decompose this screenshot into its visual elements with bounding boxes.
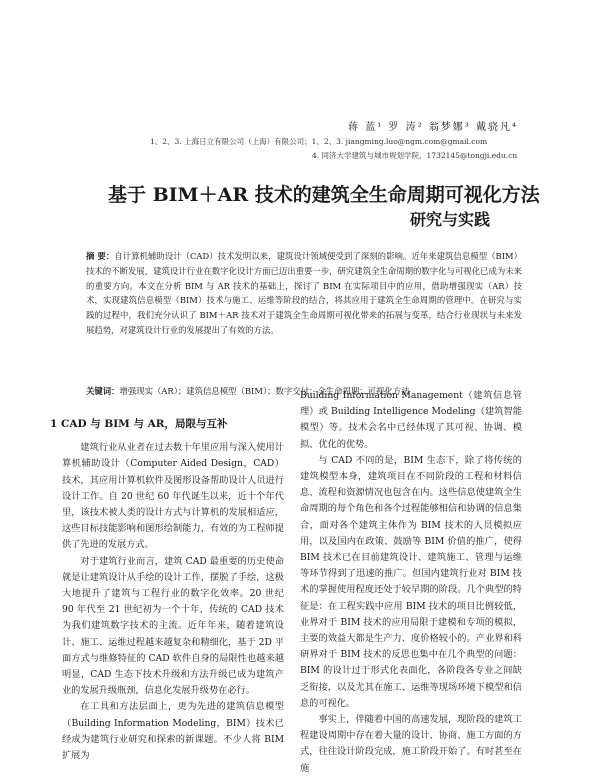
paper-title-line2: 研究与实践 [410,210,491,229]
affiliation-2: 4. 同济大学建筑与城市规划学院，1732145@tongji.edu.cn [312,151,518,160]
right-column [300,388,522,777]
affiliation-1: 1、2、3. 上海日立有限公司（上海）有限公司；1、2、3. jiangming.luo@ngm.com@gmail.com [150,137,488,146]
abstract [86,249,522,338]
keywords-text: 增强现实（AR）；建筑信息模型（BIM）；数字交付；全生命周期；可视化方法 [119,386,410,396]
paragraph: 事实上，伴随着中国的高速发展，现阶段的建筑工程建设周期中存在着大量的设计、协商、施工方面的方式，往往设计阶段完成，施工阶段开始了。有时甚至在施 [300,714,522,774]
abstract-text: 自计算机辅助设计（CAD）技术发明以来，建筑设计领域便受到了深刻的影响。近年来建筑信息模型（BIM）技术的不断发展，建筑设计行业在数字化设计方面已迈出重要一步，研究建筑全生命周期的数字化与可视化已成为未来的重要方向。本文在分析 BIM 与 AR 技术的基础上，探讨了 BIM 在实际项目中的应用，借助增强现实（AR）技术，实现建筑信息模型（BIM）技术与施工、运维等阶段的结合，将其应用于建筑全生命周期的管理中。在研究与实践的过程中，我们充分认识了 BIM＋AR 技术对于建筑全生命周期可视化带来的拓展与变革，结合行业现状与未来发展趋势，对建筑设计行业的发展提出了有效的方法。 [86,251,522,335]
abstract-label: 摘 要： [86,251,115,261]
author-list: 蒋 蓝¹ 罗 涛² 翁梦娜³ 戴骁凡⁴ [348,122,518,133]
left-column [50,402,284,764]
paper-title: 基于 BIM＋AR 技术的建筑全生命周期可视化方法 [108,184,540,206]
paragraph: 建筑行业从业者在过去数十年里应用与深入使用计算机辅助设计（Computer Aided Design，CAD）技术，其应用计算机软件及图形设备帮助设计人员进行设计工作。自 20 世纪 60 年代诞生以来，近十个年代里，该技术被人类的设计方式与计算机的发展相适应，这些目标技能影响和图形绘制能力，有效的为工程师提供了先进的发展方式。 [62,442,284,551]
paragraph: 与 CAD 不同的是，BIM 生态下，除了将传统的建筑模型本身，建筑项目在不同阶段的工程和材料信息、流程和资源情况也包含在内。这些信息使建筑全生命周期的每个角色和各个过程能够相信和协调的信息集合，面对各个建筑主体作为 BIM 技术的人员模拟应用，以及国内在政策、鼓励等 BIM 价值的推广，使得 BIM 技术已在目前建筑设计、建筑施工、管理与运维等环节得到了迅速的推广。但国内建筑行业对 BIM 技术的掌握使用程度还处于较早期的阶段。几个典型的特征是：在工程实践中应用 BIM 技术的项目比例较低，业界对于 BIM 技术的应用局限于建模和专项的模拟，主要的效益大都是生产力、度价格较小的。产业界和科研界对于 BIM 技术的反思也集中在几个典型的问题：BIM 的设计过于形式化表面化，各阶段各专业之间缺乏衔接，以及尤其在施工、运维等现场环境下模型和信息的可视化。 [300,454,522,709]
keywords-label: 关键词： [86,386,120,396]
section-heading: 1 CAD 与 BIM 与 AR，局限与互补 [50,418,228,430]
paragraph: Building Information Management（建筑信息管理）或 Building Intelligence Modeling（建筑智能模型）等。技术会名中已经体现了其可视、协调、模拟、优化的优势。 [300,390,522,450]
paragraph: 在工具和方法层面上，更为先进的建筑信息模型（Building Information Modeling，BIM）技术已经成为建筑行业研究和探索的新课题。不少人将 BIM 扩展为 [62,701,284,762]
paragraph: 对于建筑行业而言，建筑 CAD 最重要的历史使命就是让建筑设计从手绘的设计工作，摆脱了手绘，这极大地提升了建筑与工程行业的数字化效率。20 世纪 90 年代至 21 世纪初为一个十年，传统的 CAD 技术为我们建筑数字技术的主流。近年年来，随着建筑设计、施工、运维过程越来越复杂和精细化，基于 2D 平面方式与维修特征的 CAD 软件自身的局限性也越来越明显，CAD 生态下技术升级和方法升级已成为建筑产业的发展升级瓶颈，信息化发展升级势在必行。 [62,555,284,697]
